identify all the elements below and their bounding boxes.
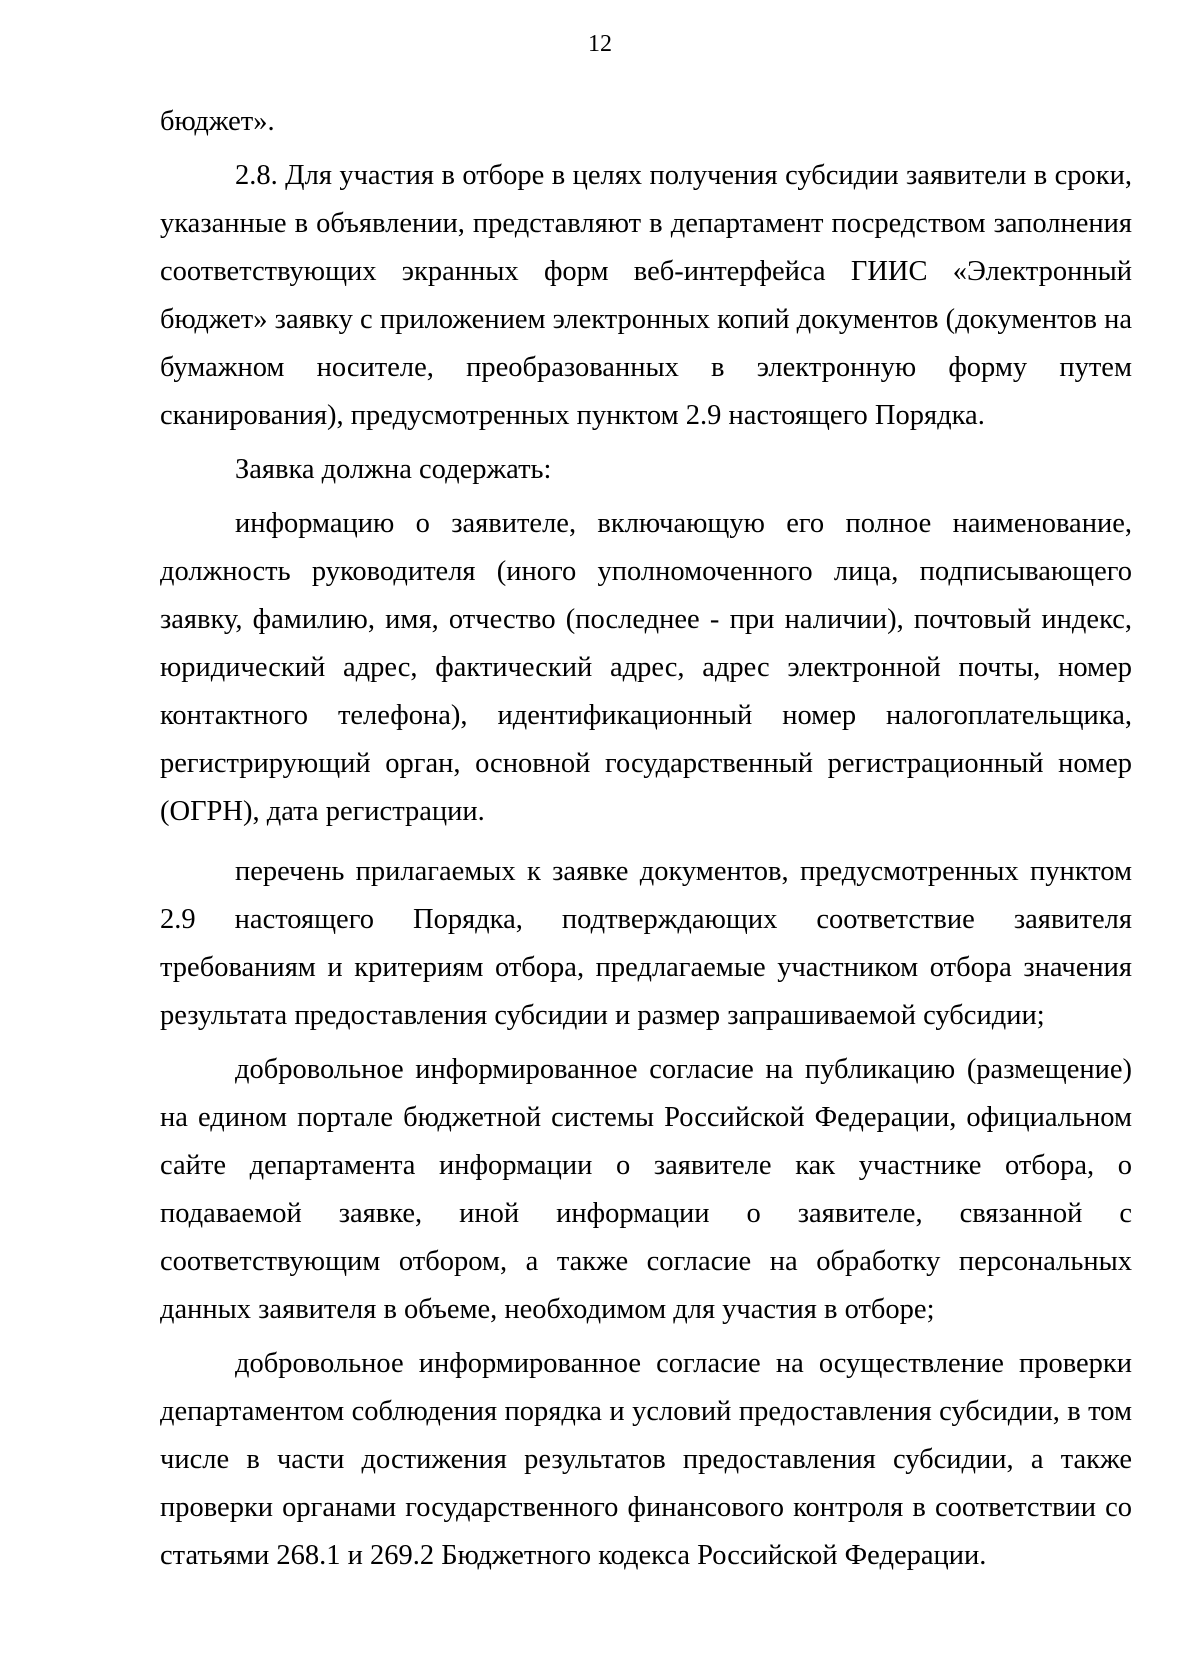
paragraph-application-contents-intro: Заявка должна содержать: bbox=[235, 454, 552, 485]
paragraph-documents-list: перечень прилагаемых к заявке документов, предусмотренных пунктом 2.9 настоящего Порядка, подтверждающих соответствие заявителя требованиям и критериям отбора, предлагаемые участником отбора значения результата предоставления субсидии и размер запрашиваемой субсидии; bbox=[160, 856, 1132, 1031]
page-number: 12 bbox=[588, 31, 612, 57]
paragraph-section-2-8: 2.8. Для участия в отборе в целях получения субсидии заявители в сроки, указанные в объявлении, представляют в департамент посредством заполнения соответствующих экранных форм веб-интерфейса ГИИС «Электронный бюджет» заявку с приложением электронных копий документов (документов на бумажном носителе, преобразованных в электронную форму путем сканирования), предусмотренных пунктом 2.9 настоящего Порядка. bbox=[160, 160, 1132, 431]
paragraph-inspection-consent: добровольное информированное согласие на осуществление проверки департаментом соблюдения порядка и условий предоставления субсидии, в том числе в части достижения результатов предоставления субсидии, а также проверки органами государственного финансового контроля в соответствии со статьями 268.1 и 269.2 Бюджетного кодекса Российской Федерации. bbox=[160, 1348, 1132, 1571]
paragraph-applicant-info: информацию о заявителе, включающую его полное наименование, должность руководителя (иного уполномоченного лица, подписывающего заявку, фамилию, имя, отчество (последнее - при наличии), почтовый индекс, юридический адрес, фактический адрес, адрес электронной почты, номер контактного телефона), идентификационный номер налогоплательщика, регистрирующий орган, основной государственный регистрационный номер (ОГРН), дата регистрации. bbox=[160, 508, 1132, 827]
paragraph-continuation: бюджет». bbox=[160, 106, 275, 137]
document-body bbox=[160, 98, 1132, 1580]
paragraph-publication-consent: добровольное информированное согласие на публикацию (размещение) на едином портале бюджетной системы Российской Федерации, официальном сайте департамента информации о заявителе как участнике отбора, о подаваемой заявке, иной информации о заявителе, связанной с соответствующим отбором, а также согласие на обработку персональных данных заявителя в объеме, необходимом для участия в отборе; bbox=[160, 1054, 1132, 1325]
